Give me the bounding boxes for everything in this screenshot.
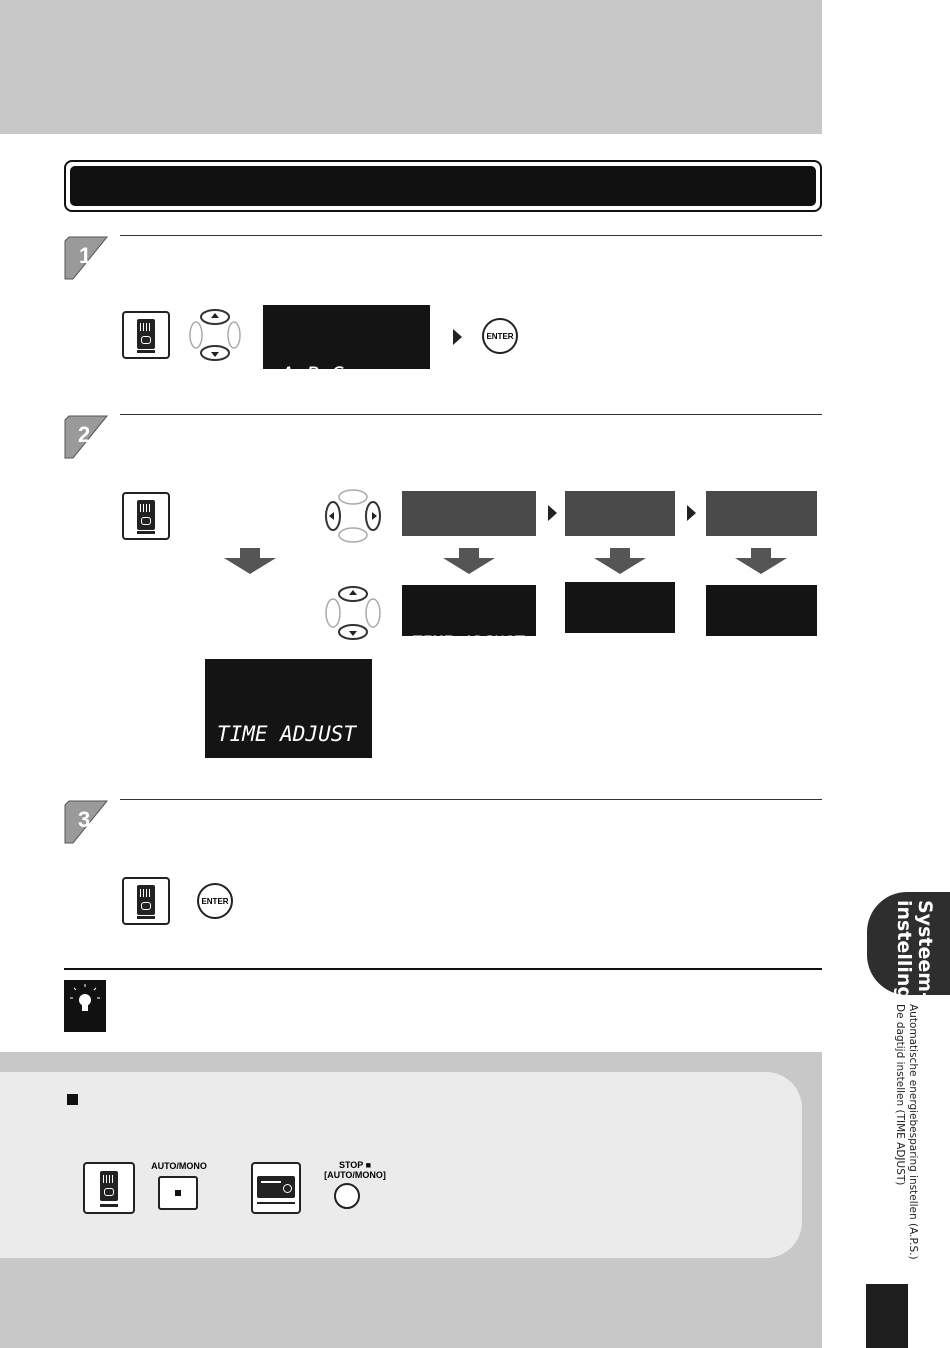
lcd-hour-value: 12 — [590, 689, 650, 730]
next-arrow-icon — [453, 329, 462, 345]
lcd-hour-display — [565, 582, 675, 730]
step-2-rule — [120, 414, 822, 415]
section-heading-fill — [70, 166, 816, 206]
bullet-square — [67, 1094, 78, 1105]
navigation-pad-up-down-icon[interactable] — [322, 584, 384, 642]
lcd-menu-line1: A.P.S. — [281, 363, 357, 387]
enter-label: ENTER — [486, 331, 514, 341]
tip-rule — [64, 968, 822, 970]
lcd-day-display — [402, 585, 536, 719]
lcd-result-line2: SUNDAY — [280, 809, 356, 833]
page-subtitle-line1: Automatische energiebesparing instellen (A.P.S.) — [907, 1004, 919, 1260]
down-arrow-icon — [443, 548, 495, 574]
next-arrow-icon — [548, 505, 557, 521]
down-arrow-icon — [594, 548, 646, 574]
remote-control-icon — [83, 1162, 135, 1214]
stop-label — [322, 1160, 388, 1180]
lcd-menu-line2 — [269, 440, 430, 467]
svg-text:3: 3 — [78, 807, 91, 832]
page-number-block — [866, 1284, 908, 1348]
svg-text:1: 1 — [79, 243, 92, 268]
section-tab — [867, 892, 950, 1000]
stop-square-icon — [175, 1190, 181, 1196]
stop-button-icon[interactable] — [334, 1183, 360, 1209]
enter-button-icon[interactable] — [197, 883, 233, 919]
remote-control-icon — [122, 311, 170, 359]
day-setting-box — [402, 491, 536, 536]
lcd-result-line3: 12:00 — [292, 896, 356, 920]
section-tab-title: Systeem- instelling — [893, 900, 936, 1000]
navigation-pad-icon[interactable] — [186, 306, 244, 364]
auto-mono-label: AUTO/MONO — [151, 1161, 207, 1171]
lcd-menu-display — [263, 305, 430, 465]
step-1-rule — [120, 235, 822, 236]
lcd-day-line1: TIME ADJUST — [411, 633, 524, 653]
next-arrow-icon — [687, 505, 696, 521]
section-heading-bar — [64, 160, 822, 212]
lcd-minute-display — [706, 585, 817, 733]
auto-mono-button[interactable] — [158, 1176, 198, 1210]
step-3-badge — [63, 799, 109, 845]
page-subtitle-line2: De dagtijd instellen (TIME ADJUST) — [894, 1004, 906, 1186]
top-band — [0, 0, 822, 134]
navigation-pad-left-right-icon[interactable] — [322, 487, 384, 545]
remote-control-icon — [122, 877, 170, 925]
main-unit-icon — [251, 1162, 301, 1214]
stop-label-line2: [AUTO/MONO] — [324, 1170, 386, 1180]
lcd-minute-value: :00 — [719, 692, 804, 733]
hour-setting-box — [565, 491, 675, 536]
lcd-result-line1: TIME ADJUST — [216, 722, 356, 746]
bulb-tip-icon — [64, 980, 106, 1032]
step-3-rule — [120, 799, 822, 800]
enter-label: ENTER — [201, 896, 229, 906]
enter-button-icon[interactable] — [482, 318, 518, 354]
lcd-day-line2: SUNDAY — [462, 699, 524, 719]
remote-control-icon — [122, 492, 170, 540]
step-2-badge — [63, 414, 109, 460]
svg-text:2: 2 — [78, 422, 91, 447]
cursor-arrow-icon: ▶ — [269, 447, 276, 460]
down-arrow-icon — [735, 548, 787, 574]
page-subtitle — [889, 1004, 919, 1264]
minute-setting-box — [706, 491, 817, 536]
stop-label-line1: STOP ■ — [338, 1160, 372, 1170]
step-1-badge — [63, 235, 109, 281]
down-arrow-icon — [224, 548, 276, 574]
lcd-menu-line2-text: TIME ADJUST — [275, 441, 415, 465]
